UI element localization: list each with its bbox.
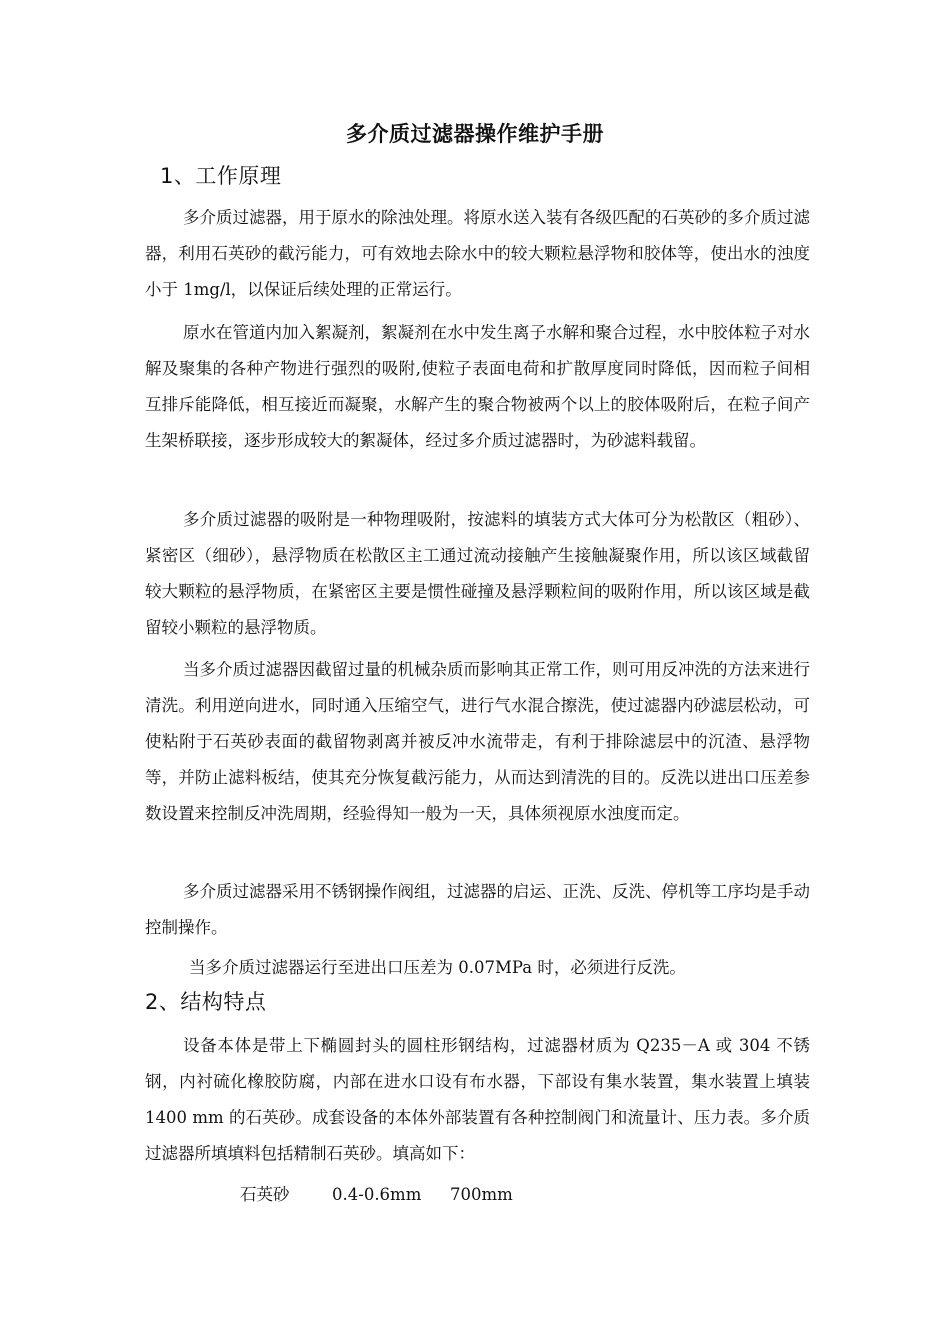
paragraph-purpose: 多介质过滤器，用于原水的除浊处理。将原水送入装有各级匹配的石英砂的多介质过滤器，利用石英砂的截污能力，可有效地去除水中的较大颗粒悬浮物和胶体等，使出水的浊度小于 1mg/l，以保证后续处理的正常运行。 — [145, 208, 810, 299]
paragraph-flocculation: 原水在管道内加入絮凝剂，絮凝剂在水中发生离子水解和聚合过程，水中胶体粒子对水解及聚集的各种产物进行强烈的吸附,使粒子表面电荷和扩散厚度同时降低，因而粒子间相互排斥能降低，相互接近而凝聚，水解产生的聚合物被两个以上的胶体吸附后，在粒子间产生架桥联接，逐步形成较大的絮凝体，经过多介质过滤器时，为砂滤料载留。 — [145, 323, 810, 450]
paragraph-adsorption: 多介质过滤器的吸附是一种物理吸附，按滤料的填装方式大体可分为松散区（粗砂）、紧密区（细砂），悬浮物质在松散区主工通过流动接触产生接触凝聚作用，所以该区域截留较大颗粒的悬浮物质，在紧密区主要是惯性碰撞及悬浮颗粒间的吸附作用，所以该区域是截留较小颗粒的悬浮物质。 — [145, 510, 810, 637]
section-heading-structure: 2、结构特点 — [145, 990, 267, 1014]
paragraph-pressure-threshold: 当多介质过滤器运行至进出口压差为 0.07MPa 时，必须进行反洗。 — [189, 958, 686, 977]
section-heading-working-principle: 1、工作原理 — [160, 164, 282, 188]
fill-size: 0.4-0.6mm — [332, 1185, 422, 1204]
paragraph-valve-group: 多介质过滤器采用不锈钢操作阀组，过滤器的启运、正洗、反洗、停机等工序均是手动控制操作。 — [145, 882, 810, 937]
document-title: 多介质过滤器操作维护手册 — [346, 122, 604, 146]
fill-table-row — [240, 1180, 513, 1210]
paragraph-structure: 设备本体是带上下椭圆封头的圆柱形钢结构，过滤器材质为 Q235－A 或 304 不锈钢，内衬硫化橡胶防腐，内部在进水口设有布水器，下部设有集水装置，集水装置上填装 1400 mm 的石英砂。成套设备的本体外部装置有各种控制阀门和流量计、压力表。多介质过滤器所填填料包括精制石英砂。填高如下： — [145, 1036, 810, 1163]
fill-height: 700mm — [450, 1185, 513, 1204]
fill-material: 石英砂 — [240, 1185, 290, 1204]
paragraph-backwash: 当多介质过滤器因截留过量的机械杂质而影响其正常工作，则可用反冲洗的方法来进行清洗。利用逆向进水，同时通入压缩空气，进行气水混合擦洗，使过滤器内砂滤层松动，可使粘附于石英砂表面的截留物剥离并被反冲水流带走，有利于排除滤层中的沉渣、悬浮物等，并防止滤料板结，使其充分恢复截污能力，从而达到清洗的目的。反洗以进出口压差参数设置来控制反冲洗周期，经验得知一般为一天，具体须视原水浊度而定。 — [145, 660, 810, 823]
